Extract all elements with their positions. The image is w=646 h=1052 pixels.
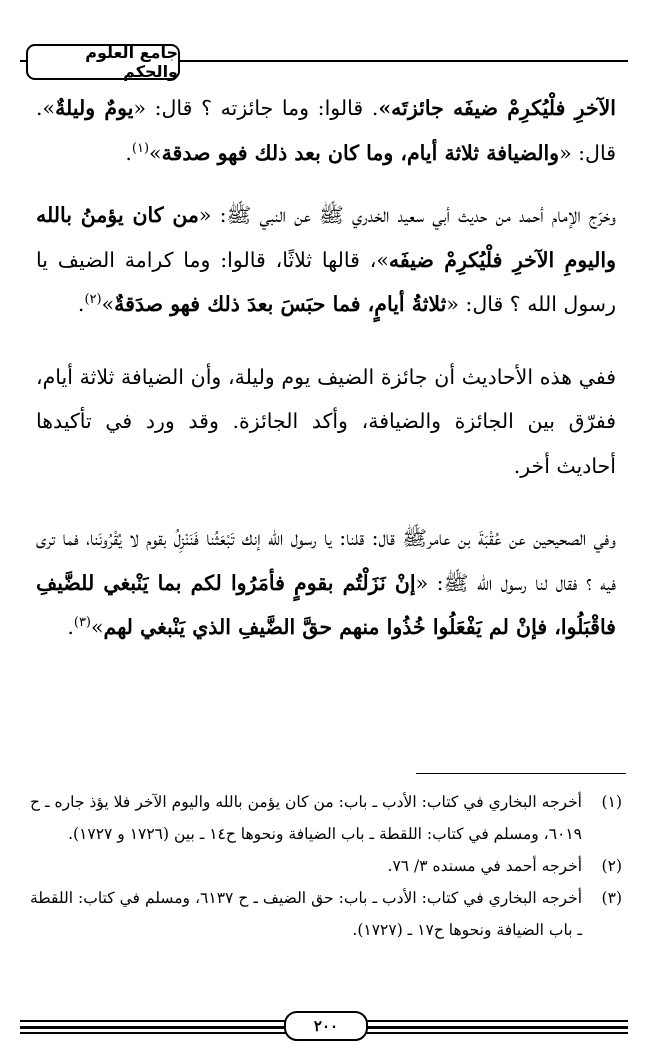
footnote-ref: (١) xyxy=(131,140,150,156)
page-footer xyxy=(20,1010,628,1050)
hadith-text: من كان يؤمنُ بالله واليومِ الآخرِ فلْيُكرِمْ ضيفَه xyxy=(36,203,616,272)
text-run: ففي هذه الأحاديث أن جائزة الضيف يوم وليلة، وأن الضيافة ثلاثة أيام، ففرّق بين الجائزة والضيافة، وأكد الجائزة. وقد ورد في تأكيدها أحاديث أخر. xyxy=(36,364,616,478)
hadith-text: ثلاثةُ أيامٍ، فما حبَسَ بعدَ ذلك فهو صدَقةٌ xyxy=(114,292,447,316)
text-run: وخرّج الإمام أحمد من حديث أبي سعيد الخدري ﷺ عن النبي ﷺ: « xyxy=(198,203,616,227)
footnote xyxy=(30,850,622,882)
text-run: » xyxy=(149,140,162,165)
main-text xyxy=(36,86,616,650)
page-number: ٢٠٠ xyxy=(284,1011,368,1041)
text-run: » xyxy=(91,615,104,639)
footnote-ref: (٢) xyxy=(84,292,102,308)
text-run: . xyxy=(67,615,74,639)
hadith-text: والضيافة ثلاثة أيام، وما كان بعد ذلك فهو صدقة xyxy=(161,140,560,165)
text-run: »، قالها ثلاثًا، قالوا: وما كرامة الضيف يا رسول الله ؟ قال: « xyxy=(36,247,616,316)
paragraph xyxy=(36,355,616,489)
text-run: وفي الصحيحين عن عُقْبَةَ بن عامرﷺ قال: قلنا: يا رسول الله إنك تَبْعَثُنا فَنَنْزِلُ بقوم لا يُقْرُونَنا، فما ترى فيه ؟ فقال لنا رسول الله ﷺ: « xyxy=(36,526,616,595)
text-run: . قالوا: وما جائزته ؟ قال: « xyxy=(133,96,379,120)
footnote-separator xyxy=(416,773,626,774)
footnote-ref: (٣) xyxy=(73,615,91,631)
footnote-number: (١) xyxy=(601,793,622,811)
footnote-number: (٢) xyxy=(601,857,622,875)
footnote-number: (٣) xyxy=(601,889,622,907)
text-run: . xyxy=(77,292,85,316)
text-run: » xyxy=(101,292,115,316)
header-title: جامع العلوم والحكم xyxy=(26,44,180,80)
hadith-text: يومٌ وليلةٌ xyxy=(55,96,134,120)
paragraph xyxy=(36,516,616,650)
paragraph xyxy=(36,86,616,175)
footnote xyxy=(30,882,622,946)
footnote-text: أخرجه البخاري في كتاب: الأدب ـ باب: من كان يؤمن بالله واليوم الآخر فلا يؤذ جاره ـ ح ٦٠١٩، ومسلم في كتاب: اللقطة ـ باب الضيافة ونحوها ح١٤ ـ بين (١٧٢٦ و ١٧٢٧). xyxy=(30,793,582,843)
footnote-text: أخرجه أحمد في مسنده ٣/ ٧٦. xyxy=(387,857,582,875)
hadith-text: إنْ نَزَلْتُم بقومٍ فأمَرُوا لكم بما يَنْبغي للضَّيفِ فاقْبَلُوا، فإنْ لم يَفْعَلُوا خُذُوا منهم حقَّ الضَّيفِ الذي يَنْبغي لهم xyxy=(36,570,616,639)
hadith-text: الآخرِ فلْيُكرِمْ ضيفَه جائزتَه» xyxy=(378,96,617,120)
text-run: ». قال: « xyxy=(36,96,616,165)
footnote xyxy=(30,786,622,850)
footnote-text: أخرجه البخاري في كتاب: الأدب ـ باب: حق الضيف ـ ح ٦١٣٧، ومسلم في كتاب: اللقطة ـ باب الضيافة ونحوها ح١٧ ـ (١٧٢٧). xyxy=(30,889,582,939)
footnotes xyxy=(30,786,622,946)
paragraph xyxy=(36,193,616,327)
text-run: . xyxy=(125,140,132,165)
running-header xyxy=(20,38,628,81)
